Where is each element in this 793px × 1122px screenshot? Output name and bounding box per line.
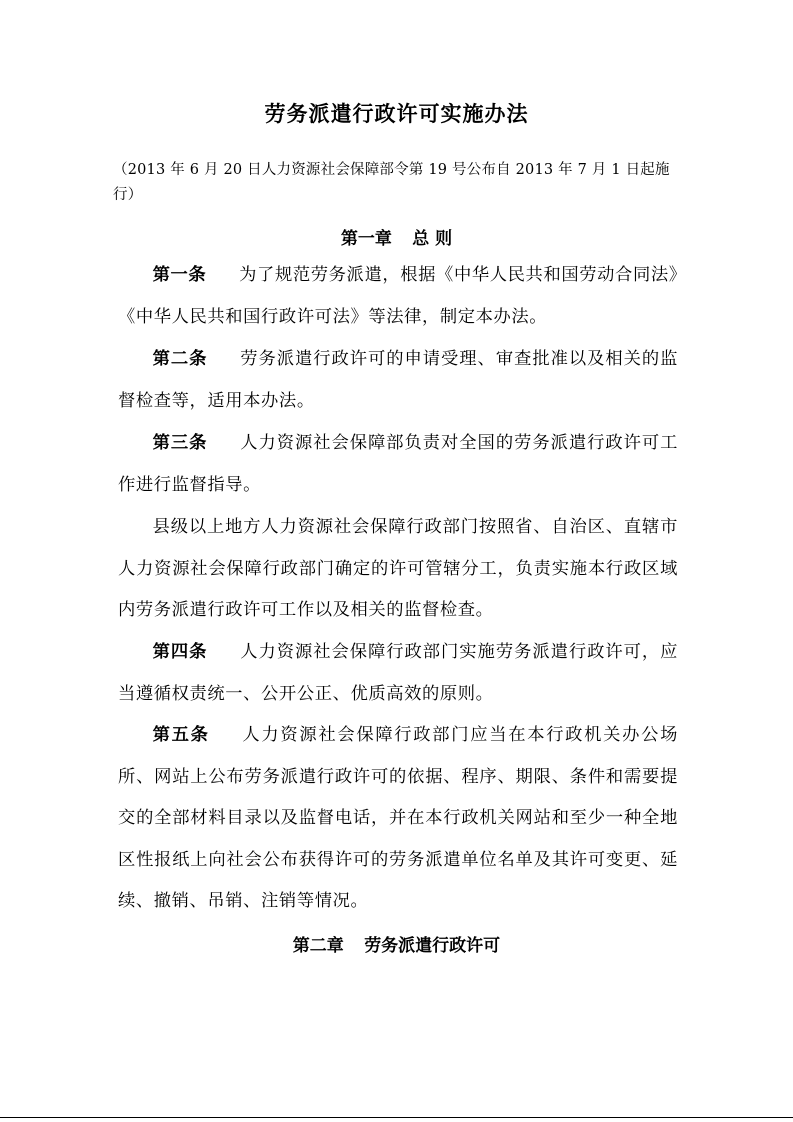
article-3-paragraph-2-text: 县级以上地方人力资源社会保障行政部门按照省、自治区、直辖市人力资源社会保障行政部门确定的许可管辖分工，负责实施本行政区域内劳务派遣行政许可工作以及相关的监督检查。 — [118, 517, 678, 620]
article-1-label: 第一条 — [152, 265, 207, 285]
article-2-text: 劳务派遣行政许可的申请受理、审查批准以及相关的监督检查等，适用本办法。 — [118, 349, 678, 411]
promulgation-note: （2013 年 6 月 20 日人力资源社会保障部令第 19 号公布自 2013 年 7 月 1 日起施行） — [113, 162, 670, 203]
article-1-text: 为了规范劳务派遣，根据《中华人民共和国劳动合同法》《中华人民共和国行政许可法》等法律，制定本办法。 — [118, 265, 678, 327]
article-4-text: 人力资源社会保障行政部门实施劳务派遣行政许可，应当遵循权责统一、公开公正、优质高效的原则。 — [118, 642, 678, 704]
chapter-2-heading — [0, 931, 793, 956]
article-4-label: 第四条 — [152, 642, 208, 662]
document-title: 劳务派遣行政许可实施办法 — [264, 101, 529, 126]
article-5-label: 第五条 — [152, 725, 210, 745]
chapter-1-name: 总 则 — [412, 229, 453, 249]
article-2 — [118, 339, 678, 422]
article-3-label: 第三条 — [152, 433, 208, 453]
article-3-paragraph-2 — [118, 507, 678, 632]
article-3 — [118, 423, 678, 506]
chapter-2-name: 劳务派遣行政许可 — [364, 936, 501, 956]
chapter-1-heading — [0, 224, 793, 249]
article-5-text: 人力资源社会保障行政部门应当在本行政机关办公场所、网站上公布劳务派遣行政许可的依据、程序、期限、条件和需要提交的全部材料目录以及监督电话，并在本行政机关网站和至少一种全地区性报纸上向社会公布获得许可的劳务派遣单位名单及其许可变更、延续、撤销、吊销、注销等情况。 — [118, 725, 678, 911]
article-1 — [118, 255, 678, 338]
article-3-text: 人力资源社会保障部负责对全国的劳务派遣行政许可工作进行监督指导。 — [118, 433, 678, 495]
page-bottom-rule — [0, 1117, 793, 1118]
article-4 — [118, 632, 678, 715]
article-2-label: 第二条 — [152, 349, 208, 369]
article-5 — [118, 715, 678, 923]
chapter-1-label: 第一章 — [340, 229, 392, 249]
chapter-2-label: 第二章 — [292, 936, 344, 956]
